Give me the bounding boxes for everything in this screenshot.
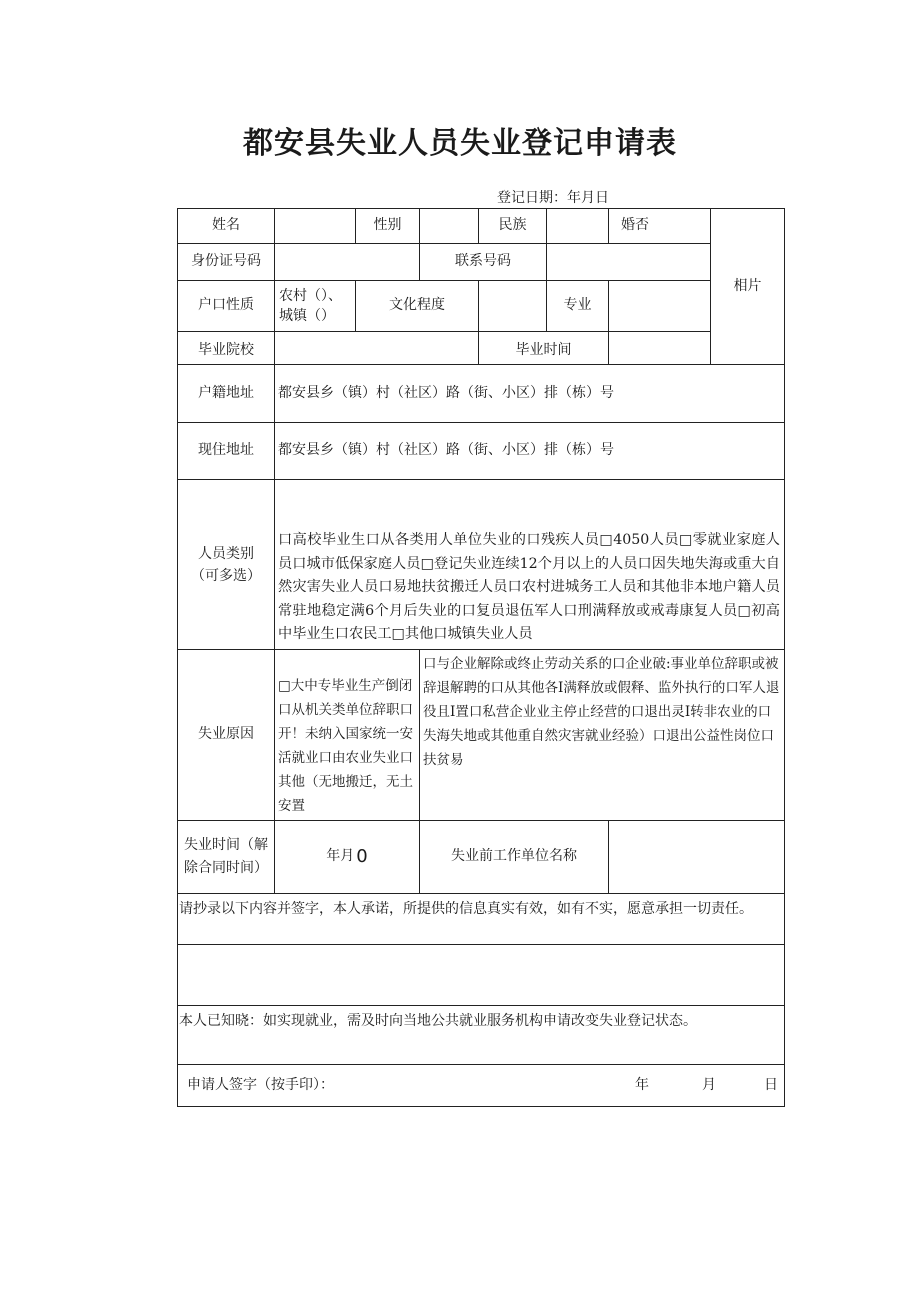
unemployment-time-value: 年月 xyxy=(326,848,355,865)
marital-label: 婚否 xyxy=(608,208,711,244)
unemployment-time-label: 失业时间（解除合同时间） xyxy=(177,820,275,894)
education-label: 文化程度 xyxy=(355,280,479,332)
notice-text: 本人已知晓：如实现就业，需及时向当地公共就业服务机构申请改变失业登记状态。 xyxy=(177,1005,785,1065)
id-number-field[interactable] xyxy=(274,243,420,281)
photo-box[interactable]: 相片 xyxy=(710,208,785,365)
signature-row[interactable] xyxy=(177,1064,785,1107)
registration-date: 登记日期：年月日 xyxy=(497,190,609,206)
page-title: 都安县失业人员失业登记申请表 xyxy=(243,126,677,161)
major-field[interactable] xyxy=(608,280,711,332)
ethnicity-field[interactable] xyxy=(546,208,609,244)
grad-time-field[interactable] xyxy=(608,331,711,365)
grad-time-label: 毕业时间 xyxy=(478,331,609,365)
copy-instruction: 请抄录以下内容并签字，本人承诺，所提供的信息真实有效，如有不实，愿意承担一切责任。 xyxy=(177,893,785,945)
category-sublabel: （可多选） xyxy=(191,567,261,584)
unemployment-time-zero: 0 xyxy=(356,846,368,868)
reason-label: 失业原因 xyxy=(177,649,275,821)
hukou-type-label: 户口性质 xyxy=(177,280,275,332)
signature-year: 年 xyxy=(635,1077,649,1093)
signature-day: 日 xyxy=(764,1077,778,1093)
name-label: 姓名 xyxy=(177,208,275,244)
category-label: 人员类别 xyxy=(198,545,254,562)
hukou-address-field[interactable]: 都安县乡（镇）村（社区）路（街、小区）排（栋）号 xyxy=(274,364,785,423)
category-label-cell xyxy=(177,479,275,650)
ethnicity-label: 民族 xyxy=(478,208,547,244)
gender-label: 性别 xyxy=(355,208,420,244)
id-number-label: 身份证号码 xyxy=(177,243,275,281)
reason-options-right[interactable]: 口与企业解除或终止劳动关系的口企业破:事业单位辞职或被辞退解聘的口从其他各I满释放或假释、监外执行的口军人退役且I置口私营企业业主停止经营的口退出灵I转非农业的口失海失地或其他重自然灾害就业经验）口退出公益性岗位口扶贫易 xyxy=(419,649,785,821)
gender-field[interactable] xyxy=(419,208,479,244)
signature-label: 申请人签字（按手印）： xyxy=(187,1077,334,1093)
school-label: 毕业院校 xyxy=(177,331,275,365)
current-address-field[interactable]: 都安县乡（镇）村（社区）路（街、小区）排（栋）号 xyxy=(274,422,785,480)
reason-options-left[interactable]: □大中专毕业生产倒闭口从机关类单位辞职口开！未纳入国家统一安活就业口由农业失业口其他（无地搬迁，无土安置 xyxy=(274,649,420,821)
hukou-type-options[interactable]: 农村（）、城镇（） xyxy=(274,280,356,332)
prev-employer-field[interactable] xyxy=(608,820,785,894)
phone-field[interactable] xyxy=(546,243,711,281)
current-address-label: 现住地址 xyxy=(177,422,275,480)
unemployment-time-field[interactable] xyxy=(274,820,420,894)
signature-month: 月 xyxy=(702,1077,716,1093)
category-options[interactable]: 口高校毕业生口从各类用人单位失业的口残疾人员□4050人员□零就业家庭人员口城市低保家庭人员□登记失业连续12个月以上的人员口因失地失海或重大自然灾害失业人员口易地扶贫搬迁人员口农村进城务工人员和其他非本地户籍人员常驻地稳定满6个月后失业的口复员退伍军人口刑满释放或戒毒康复人员□初高中毕业生口农民工□其他口城镇失业人员 xyxy=(274,479,785,650)
major-label: 专业 xyxy=(546,280,609,332)
phone-label: 联系号码 xyxy=(419,243,547,281)
school-field[interactable] xyxy=(274,331,479,365)
education-field[interactable] xyxy=(478,280,547,332)
copy-area[interactable] xyxy=(177,944,785,1006)
name-field[interactable] xyxy=(274,208,356,244)
prev-employer-label: 失业前工作单位名称 xyxy=(419,820,609,894)
hukou-address-label: 户籍地址 xyxy=(177,364,275,423)
